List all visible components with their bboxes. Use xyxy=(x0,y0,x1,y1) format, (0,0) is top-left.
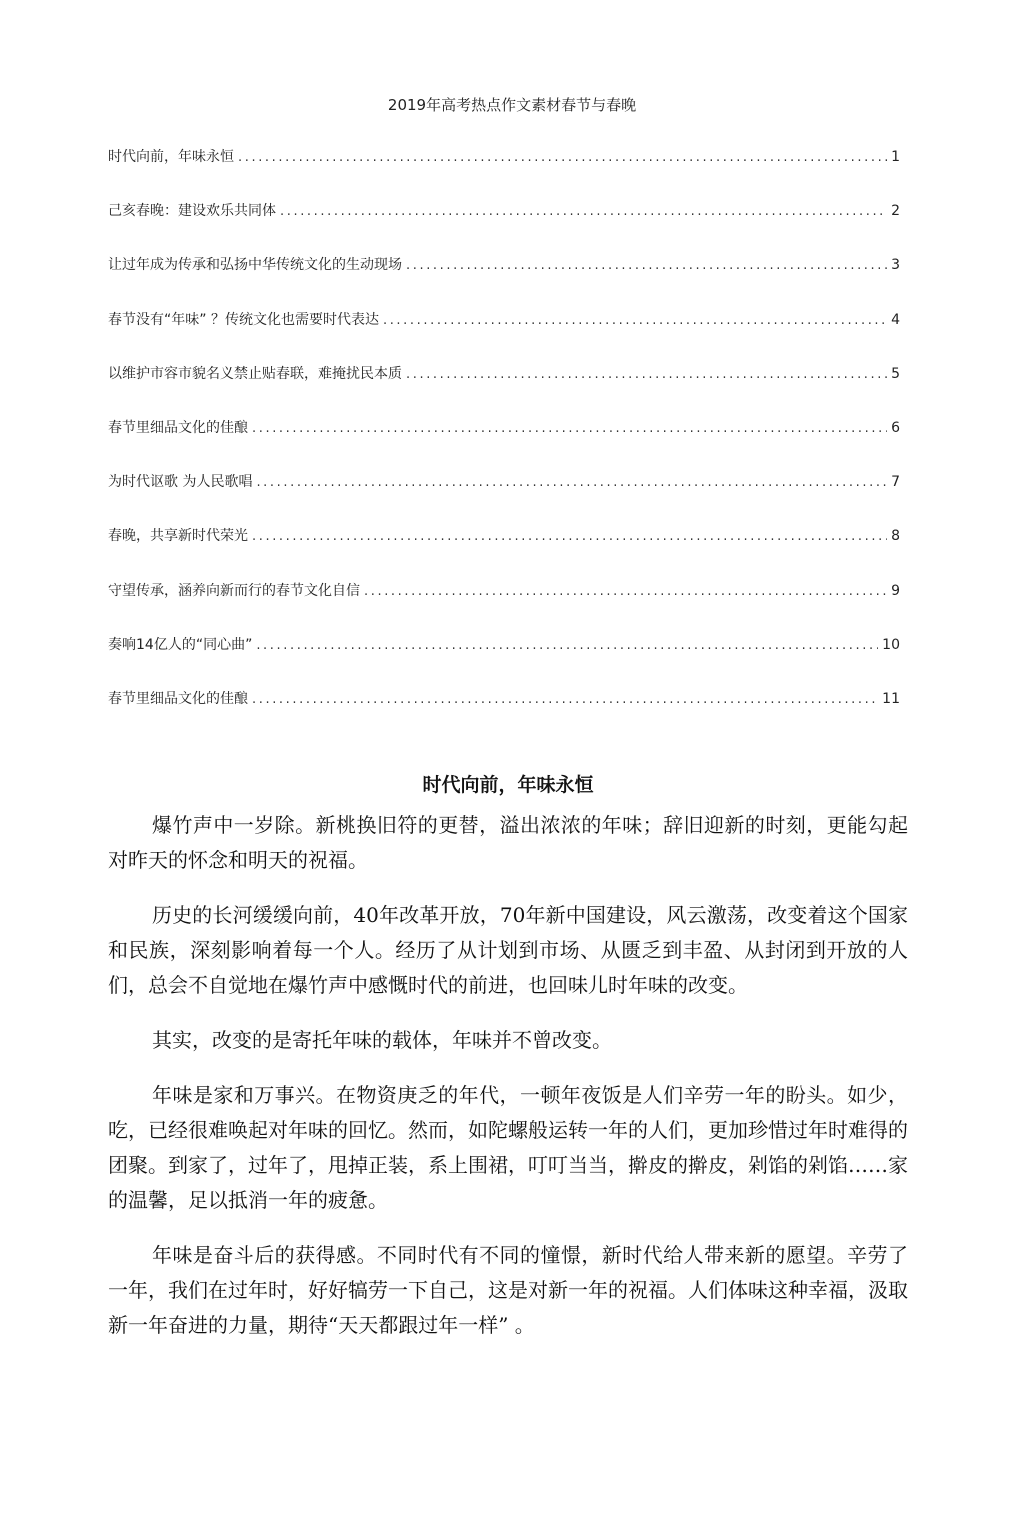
toc-dot-leader xyxy=(406,367,887,382)
toc-entry-title[interactable]: 守望传承，涵养向新而行的春节文化自信 xyxy=(108,582,360,599)
toc-dot-leader xyxy=(238,150,887,165)
toc-entry-page[interactable]: 2 xyxy=(891,203,900,220)
toc-entry[interactable] xyxy=(108,417,900,471)
toc-entry-title[interactable]: 春晚，共享新时代荣光 xyxy=(108,528,248,545)
toc-entry-page[interactable]: 8 xyxy=(891,528,900,545)
toc-dot-leader xyxy=(256,475,887,490)
document-title: 2019年高考热点作文素材春节与春晚 xyxy=(387,96,637,114)
article-title: 时代向前，年味永恒 xyxy=(422,774,594,796)
toc-entry-page[interactable]: 1 xyxy=(891,149,900,165)
toc-dot-leader xyxy=(406,258,887,273)
toc-entry[interactable] xyxy=(108,688,900,742)
toc-entry-page[interactable]: 7 xyxy=(891,474,900,491)
article-section xyxy=(108,770,908,1363)
toc-entry[interactable] xyxy=(108,634,900,688)
toc-entry-title[interactable]: 己亥春晚：建设欢乐共同体 xyxy=(108,203,276,220)
toc-dot-leader xyxy=(364,584,887,599)
toc-entry[interactable] xyxy=(108,146,900,200)
toc-entry-title[interactable]: 春节没有“年味” ？传统文化也需要时代表达 xyxy=(108,311,379,328)
article-paragraph: 年味是家和万事兴。在物资庚乏的年代，一顿年夜饭是人们辛劳一年的盼头。如少，吃，已经很难唤起对年味的回忆。然而，如陀螺般运转一年的人们，更加珍惜过年时难得的团聚。到家了，过年了，甩掉正装，系上围裙，叮叮当当，擀皮的擀皮，剁馅的剁馅……家的温馨，足以抵消一年的疲惫。 xyxy=(108,1083,908,1212)
toc-entry-page[interactable]: 3 xyxy=(891,257,900,274)
toc-entry-page[interactable]: 6 xyxy=(891,419,900,436)
toc-entry[interactable] xyxy=(108,254,900,308)
toc-dot-leader xyxy=(252,529,887,544)
toc-dot-leader xyxy=(252,692,878,707)
toc-entry-page[interactable]: 9 xyxy=(891,582,900,599)
article-paragraph: 爆竹声中一岁除。新桃换旧符的更替，溢出浓浓的年味；辞旧迎新的时刻，更能勾起对昨天的怀念和明天的祝福。 xyxy=(108,813,908,872)
toc-entry-title[interactable]: 以维护市容市貌名义禁止贴春联，难掩扰民本质 xyxy=(108,365,402,382)
toc-entry[interactable] xyxy=(108,471,900,525)
toc-entry-title[interactable]: 奏响14亿人的“同心曲” xyxy=(108,636,253,653)
toc-dot-leader xyxy=(252,421,887,436)
toc-entry-title[interactable]: 春节里细品文化的佳酿 xyxy=(108,419,248,436)
toc-entry[interactable] xyxy=(108,200,900,254)
toc-entry-title[interactable]: 时代向前，年味永恒 xyxy=(108,149,234,165)
toc-entry-page[interactable]: 11 xyxy=(882,690,900,707)
toc-dot-leader xyxy=(280,204,887,219)
toc-entry-page[interactable]: 4 xyxy=(891,311,900,328)
toc-entry-title[interactable]: 春节里细品文化的佳酿 xyxy=(108,690,248,707)
toc-entry-title[interactable]: 为时代讴歌 为人民歌唱 xyxy=(108,474,253,491)
toc-dot-leader xyxy=(256,638,878,653)
toc-entry[interactable] xyxy=(108,580,900,634)
toc-entry[interactable] xyxy=(108,525,900,579)
toc-dot-leader xyxy=(383,313,887,328)
article-paragraph: 年味是奋斗后的获得感。不同时代有不同的憧憬，新时代给人带来新的愿望。辛劳了一年，我们在过年时，好好犒劳一下自己，这是对新一年的祝福。人们体味这种幸福，汲取新一年奋进的力量，期待“天天都跟过年一样” 。 xyxy=(108,1243,908,1337)
toc-entry-title[interactable]: 让过年成为传承和弘扬中华传统文化的生动现场 xyxy=(108,257,402,274)
toc-entry-page[interactable]: 10 xyxy=(882,636,900,653)
toc-entry-page[interactable]: 5 xyxy=(891,365,900,382)
article-paragraph: 其实，改变的是寄托年味的载体，年味并不曾改变。 xyxy=(152,1028,612,1052)
article-paragraph: 历史的长河缓缓向前，40年改革开放，70年新中国建设，风云激荡，改变着这个国家和民族，深刻影响着每一个人。经历了从计划到市场、从匮乏到丰盈、从封闭到开放的人们，总会不自觉地在爆竹声中感慨时代的前进，也回味儿时年味的改变。 xyxy=(108,903,908,997)
toc-entry[interactable] xyxy=(108,309,900,363)
table-of-contents xyxy=(108,146,900,742)
toc-entry[interactable] xyxy=(108,363,900,417)
